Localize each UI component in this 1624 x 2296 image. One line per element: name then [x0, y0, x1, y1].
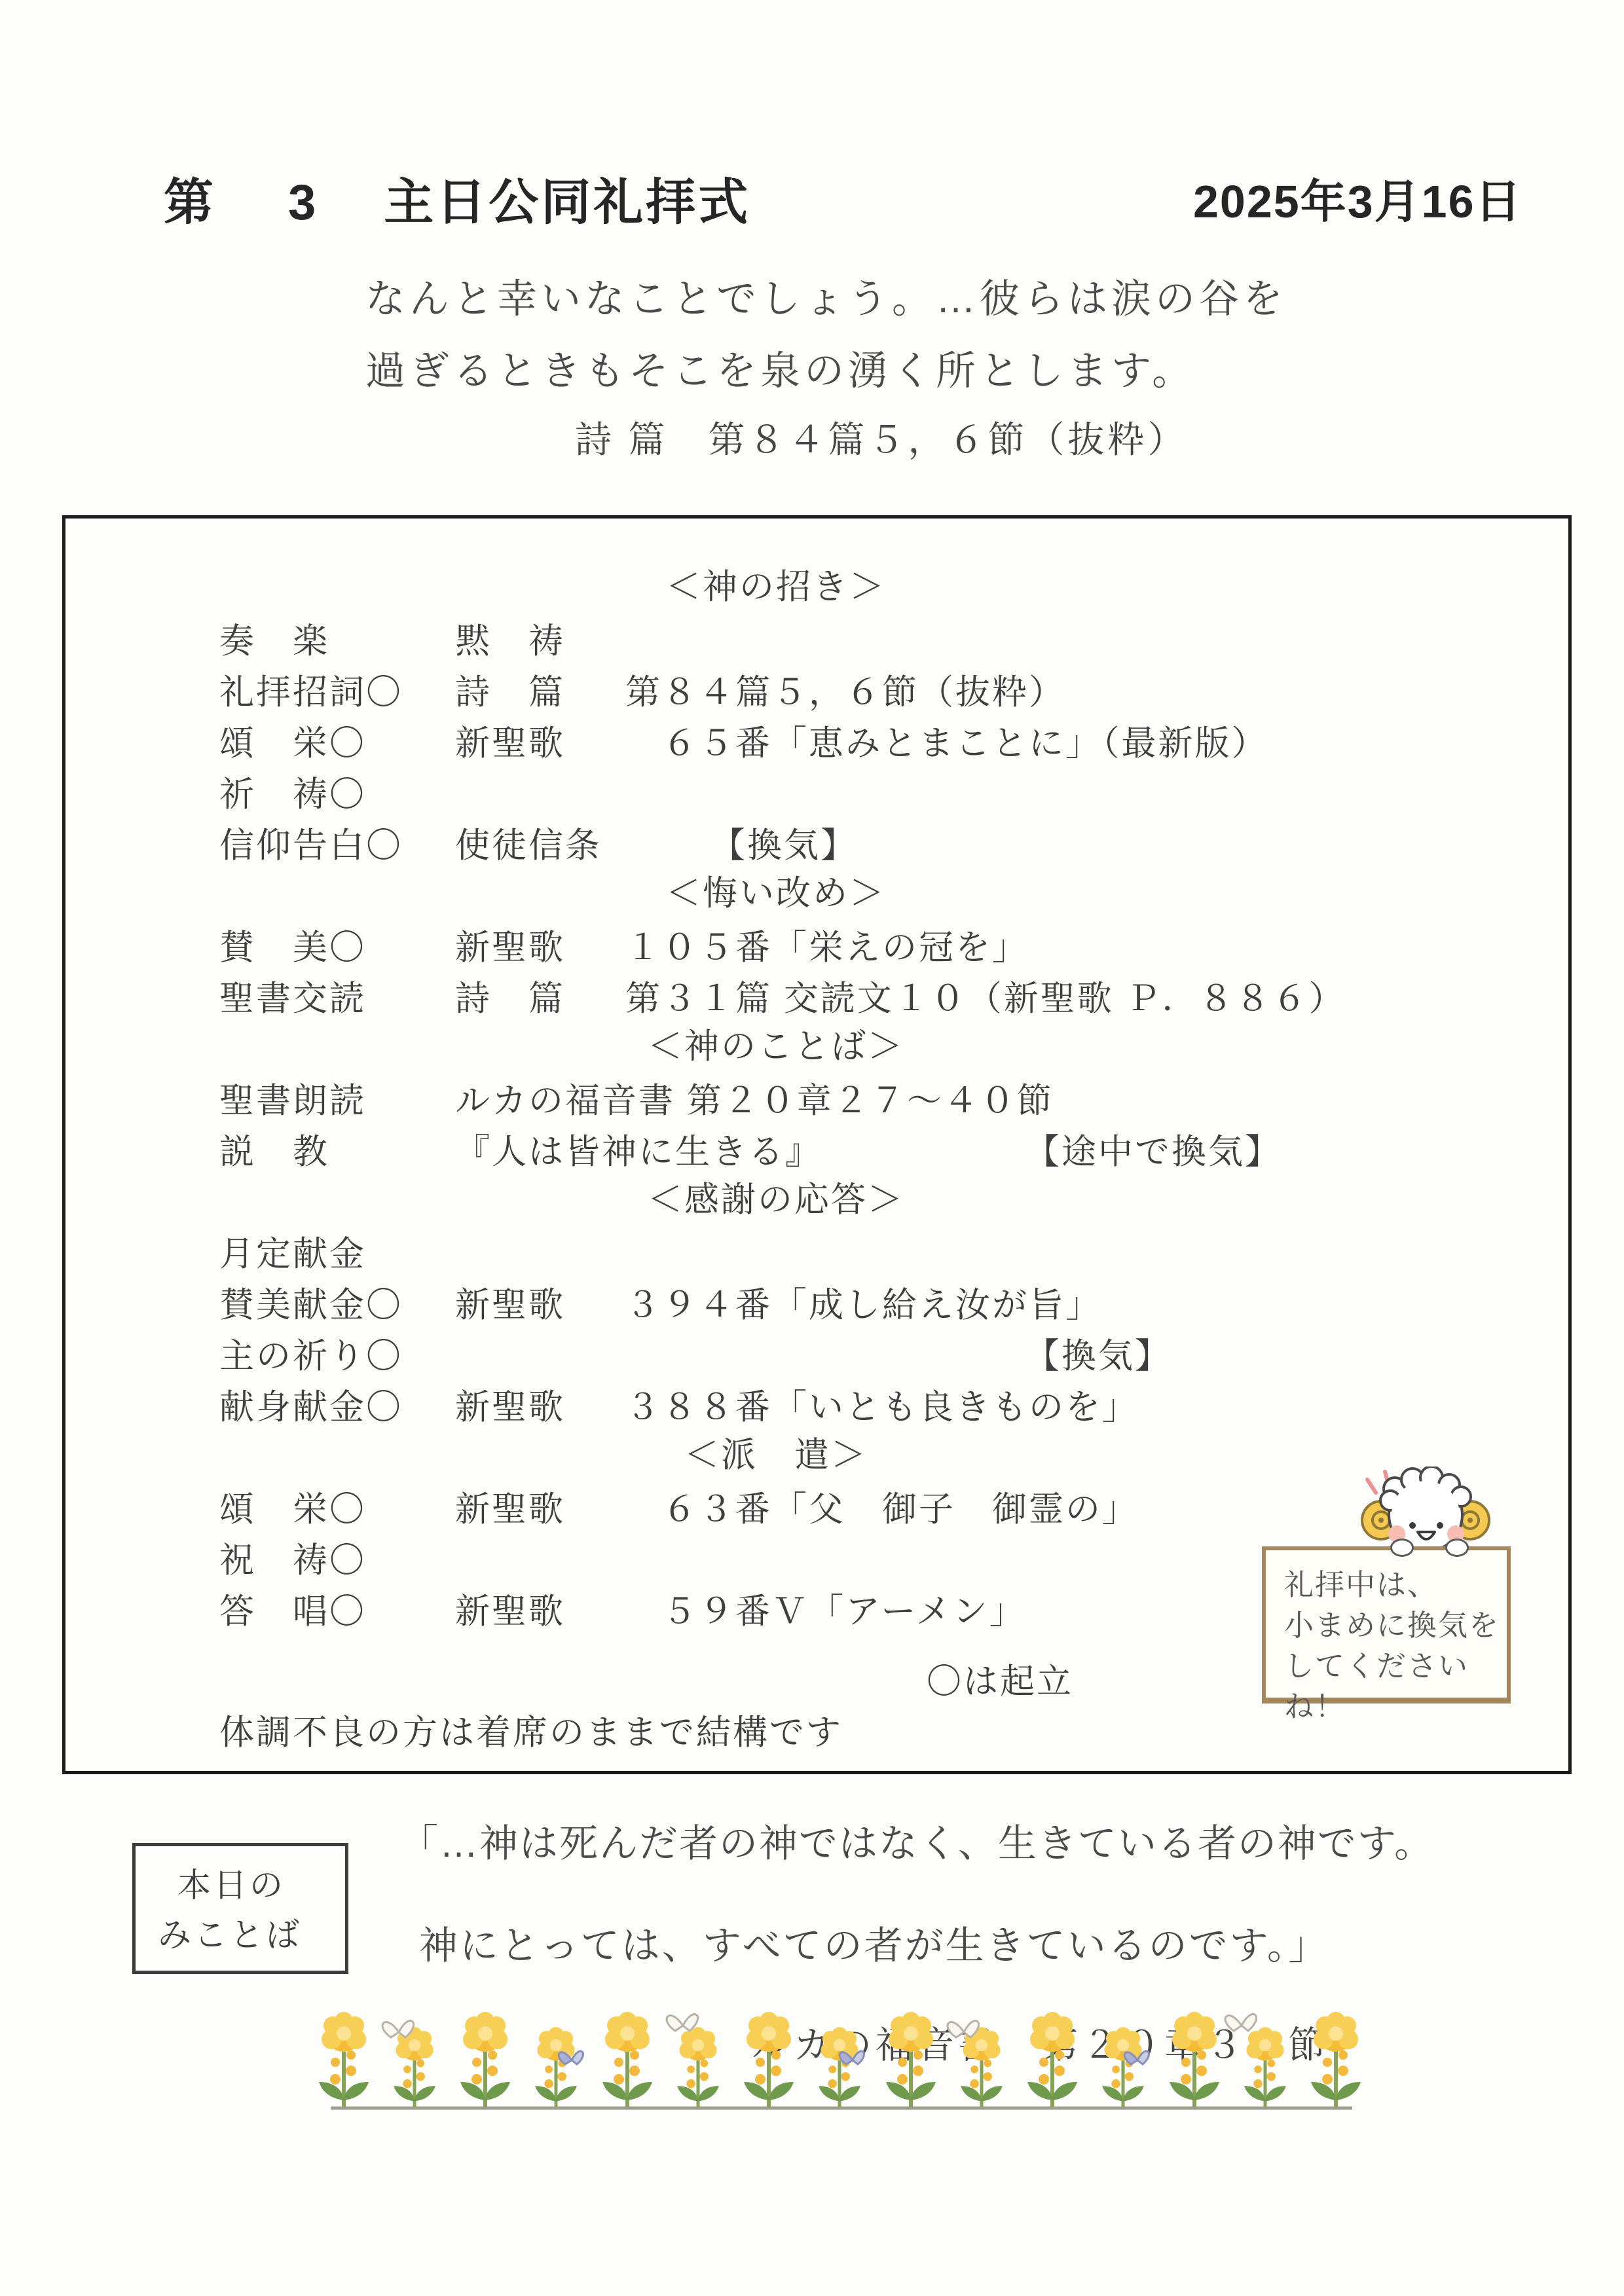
- todays-word-reference: ルカの福音書: [752, 2024, 999, 2066]
- service-item-label: 聖書朗読: [219, 1082, 366, 1120]
- opening-quote-line1: なんと幸いなことでしょう。…彼らは涙の谷を: [365, 276, 1287, 321]
- section-heading: ＜神のことば＞: [648, 1027, 904, 1066]
- service-item-col2: 新聖歌: [455, 1286, 565, 1324]
- todays-word-label-line2: みことば: [158, 1916, 303, 1954]
- service-item-col3: 第８４篇５，６節（抜粋）: [625, 673, 1065, 712]
- ventilation-tag: 【途中で換気】: [1025, 1133, 1282, 1171]
- section-heading: ＜悔い改め＞: [666, 874, 886, 913]
- service-item-label: 礼拝招詞〇: [219, 673, 403, 712]
- service-item-col2: 新聖歌: [455, 724, 565, 763]
- sheep-hand-icon: [1445, 1539, 1469, 1557]
- sign-line: 小まめに換気を: [1284, 1609, 1500, 1642]
- todays-word-label-line1: 本日の: [177, 1867, 286, 1904]
- service-item-col3: 第３１篇 交読文１０（新聖歌 Ｐ．８８６）: [625, 979, 1346, 1018]
- service-row: [65, 817, 1568, 868]
- service-row: [65, 766, 1568, 817]
- service-item-col3: １０５番「栄えの冠を」: [625, 928, 1029, 967]
- section-heading: ＜神の招き＞: [666, 568, 886, 606]
- sheep-mascot: [1247, 1467, 1542, 1748]
- service-item-label: 月定献金: [219, 1235, 366, 1273]
- service-item-col3: ６３番「父 御子 御霊の」: [625, 1490, 1139, 1529]
- opening-quote-reference: 詩 篇 第８４篇５，６節（抜粋）: [575, 419, 1188, 460]
- service-item-col3: ３８８番「いとも良きものを」: [625, 1388, 1139, 1427]
- service-item-col2: 詩 篇: [455, 673, 565, 712]
- service-row: [65, 970, 1568, 1021]
- service-title: 主日公同礼拝式: [384, 175, 751, 230]
- section-heading: ＜派 遣＞: [684, 1436, 868, 1474]
- service-item-content: ルカの福音書 第２０章２７～４０節: [455, 1082, 1054, 1120]
- title-prefix: 第: [164, 175, 216, 230]
- service-item-label: 祈 祷〇: [219, 775, 366, 814]
- opening-quote-line2: 過ぎるときもそこを泉の湧く所とします。: [365, 348, 1196, 393]
- flower-row-icon: [275, 1998, 1375, 2129]
- service-row: [65, 715, 1568, 766]
- todays-word-quote-line2: 神にとっては、すべての者が生きているのです。」: [419, 1924, 1329, 1967]
- service-row: [65, 1379, 1568, 1430]
- service-item-label: 賛 美〇: [219, 928, 366, 967]
- service-item-label: 主の祈り〇: [219, 1337, 403, 1376]
- service-item-label: 献身献金〇: [219, 1388, 403, 1427]
- service-item-col2: 使徒信条: [455, 826, 602, 865]
- todays-word-quote-line1: 「…神は死んだ者の神ではなく、生きている者の神です。: [399, 1822, 1435, 1865]
- ventilation-tag: 【換気】: [710, 826, 857, 865]
- sign-line: 礼拝中は、: [1284, 1568, 1439, 1601]
- service-item-col2: 新聖歌: [455, 928, 565, 967]
- service-item-label: 信仰告白〇: [219, 826, 403, 865]
- service-item-label: 賛美献金〇: [219, 1286, 403, 1324]
- sign-line: してくださいね！: [1284, 1649, 1469, 1723]
- sheep-hand-icon: [1390, 1539, 1414, 1557]
- page-title: [164, 162, 750, 234]
- service-item-col2: 新聖歌: [455, 1388, 565, 1427]
- service-item-col3: ３９４番「成し給え汝が旨」: [625, 1286, 1102, 1324]
- service-item-col2: 黙 祷: [455, 622, 565, 661]
- service-row: [65, 664, 1568, 715]
- service-number: 3: [288, 175, 319, 230]
- ventilation-sign: [1262, 1546, 1511, 1723]
- service-item-label: 奏 楽: [219, 622, 329, 661]
- todays-word-label-box: [132, 1843, 348, 1974]
- service-item-col2: 新聖歌: [455, 1490, 565, 1529]
- service-row: [65, 919, 1568, 970]
- flower-border: [275, 1998, 1375, 2129]
- service-row: [65, 1226, 1568, 1277]
- service-row: [65, 613, 1568, 664]
- service-item-col2: 詩 篇: [455, 979, 565, 1018]
- service-item-label: 聖書交読: [219, 979, 366, 1018]
- service-item-label: 答 唱〇: [219, 1592, 366, 1631]
- service-item-col2: 新聖歌: [455, 1592, 565, 1631]
- service-date: 2025年3月16日: [1193, 176, 1522, 227]
- service-item-label: 頌 栄〇: [219, 724, 366, 763]
- standing-note: 〇は起立: [927, 1662, 1073, 1701]
- service-item-col3: ５９番Ｖ「アーメン」: [625, 1592, 1026, 1631]
- ventilation-tag: 【換気】: [1025, 1337, 1172, 1376]
- section-heading: ＜感謝の応答＞: [648, 1180, 904, 1219]
- service-item-label: 頌 栄〇: [219, 1490, 366, 1529]
- service-item-label: 祝 祷〇: [219, 1541, 366, 1580]
- seated-ok-note: 体調不良の方は着席のままで結構です: [219, 1713, 843, 1752]
- service-row: [65, 1328, 1568, 1379]
- service-row: [65, 1123, 1568, 1175]
- service-item-label: 説 教: [219, 1133, 329, 1171]
- service-row: [65, 1072, 1568, 1123]
- service-item-col3: ６５番「恵みとまことに」（最新版）: [625, 724, 1268, 763]
- service-row: [65, 1277, 1568, 1328]
- sermon-title: 『人は皆神に生きる』: [455, 1133, 822, 1171]
